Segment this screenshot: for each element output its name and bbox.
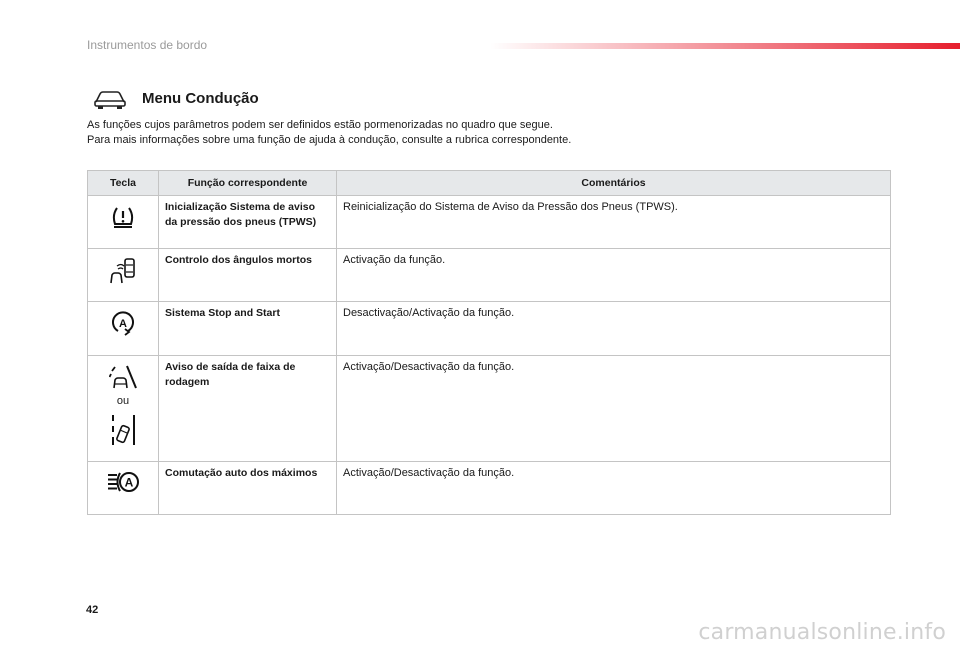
blind-spot-monitor-icon bbox=[108, 257, 138, 285]
function-comment: Reinicialização do Sistema de Aviso da Pressão dos Pneus (TPWS). bbox=[337, 196, 891, 249]
stop-start-icon bbox=[110, 310, 136, 336]
table-row bbox=[88, 356, 891, 462]
function-name: Comutação auto dos máximos bbox=[159, 462, 337, 515]
watermark: carmanualsonline.info bbox=[698, 620, 946, 645]
car-outline-icon bbox=[93, 88, 127, 110]
function-comment: Activação da função. bbox=[337, 249, 891, 302]
column-header-function: Função correspondente bbox=[159, 171, 337, 196]
lane-departure-alt-icon bbox=[110, 413, 136, 447]
key-cell bbox=[88, 196, 159, 249]
section-title: Menu Condução bbox=[142, 90, 259, 107]
auto-high-beam-icon bbox=[106, 470, 140, 494]
svg-text:A: A bbox=[119, 318, 127, 330]
function-name: Inicialização Sistema de aviso da pressão dos pneus (TPWS) bbox=[159, 196, 337, 249]
table-row bbox=[88, 196, 891, 249]
table-row bbox=[88, 302, 891, 356]
functions-table bbox=[87, 170, 891, 515]
intro-line: Para mais informações sobre uma função de ajuda à condução, consulte a rubrica correspondente. bbox=[87, 134, 572, 146]
header-section-title: Instrumentos de bordo bbox=[87, 38, 208, 52]
function-comment: Activação/Desactivação da função. bbox=[337, 462, 891, 515]
function-comment: Desactivação/Activação da função. bbox=[337, 302, 891, 356]
header-accent-bar bbox=[490, 43, 960, 49]
key-cell bbox=[88, 462, 159, 515]
function-name: Sistema Stop and Start bbox=[159, 302, 337, 356]
function-comment: Activação/Desactivação da função. bbox=[337, 356, 891, 462]
table-row bbox=[88, 249, 891, 302]
key-cell bbox=[88, 302, 159, 356]
key-cell bbox=[88, 249, 159, 302]
key-cell bbox=[88, 356, 159, 462]
svg-text:A: A bbox=[124, 475, 134, 490]
lane-departure-warning-icon bbox=[109, 364, 137, 390]
column-header-comments: Comentários bbox=[337, 171, 891, 196]
or-label: ou bbox=[116, 395, 130, 407]
page-number: 42 bbox=[86, 604, 99, 616]
function-name: Controlo dos ângulos mortos bbox=[159, 249, 337, 302]
tyre-pressure-warning-icon bbox=[110, 204, 136, 230]
intro-text bbox=[87, 118, 571, 148]
column-header-key: Tecla bbox=[88, 171, 159, 196]
table-header-row bbox=[88, 171, 891, 196]
table-row bbox=[88, 462, 891, 515]
intro-line: As funções cujos parâmetros podem ser definidos estão pormenorizadas no quadro que segue. bbox=[87, 119, 553, 131]
function-name: Aviso de saída de faixa de rodagem bbox=[159, 356, 337, 462]
